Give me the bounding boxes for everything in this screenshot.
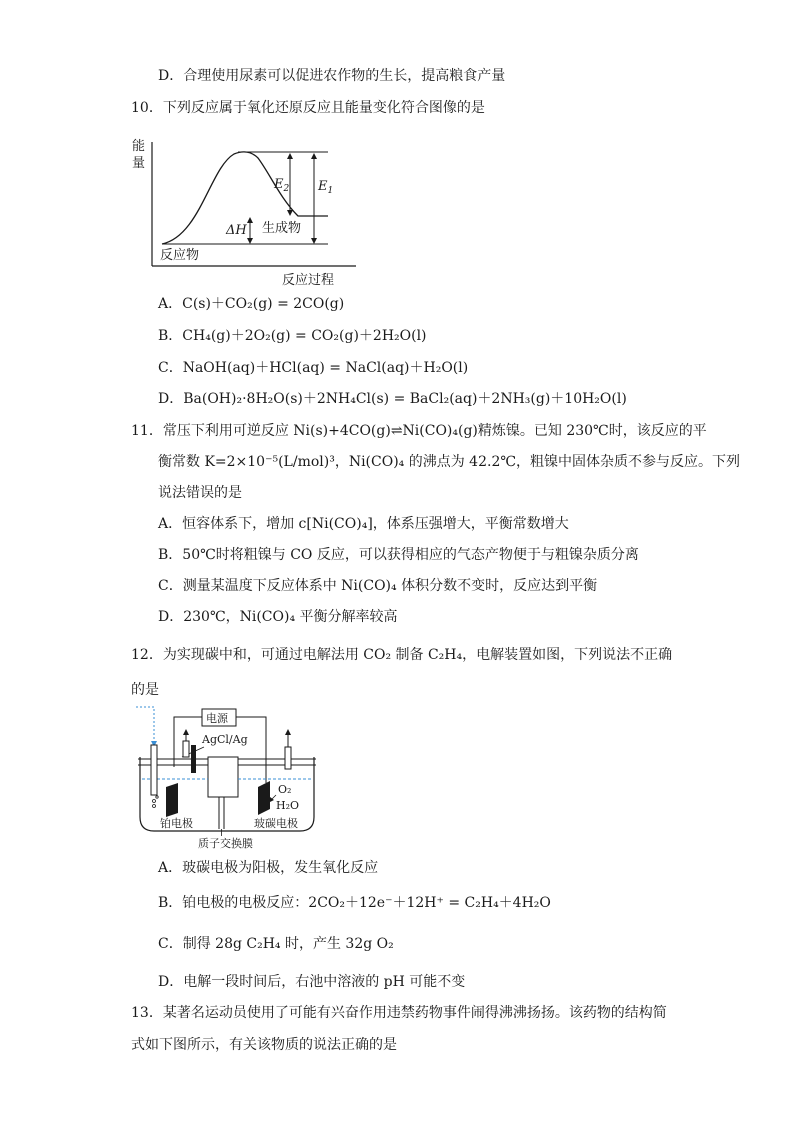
q10-option-d: D．Ba(OH)₂·8H₂O(s)＋2NH₄Cl(s) = BaCl₂(aq)＋2NH₃(g)＋10H₂O(l): [158, 391, 627, 407]
q11-stem-line-1: 11．常压下利用可逆反应 Ni(s)+4CO(g)⇌Ni(CO)₄(g)精炼镍。已知 230℃时，该反应的平: [131, 423, 707, 439]
q10-dh-label: ΔH: [226, 223, 247, 238]
q12-option-a: A．玻碳电极为阳极，发生氧化反应: [158, 860, 379, 876]
q10-x-axis-label: 反应过程: [282, 273, 335, 288]
q12-h2o-label: H₂O: [276, 799, 300, 812]
q12-option-d: D．电解一段时间后，右池中溶液的 pH 可能不变: [158, 974, 466, 990]
q12-electrolysis-diagram: [130, 705, 320, 850]
q12-ref-electrode-label: AgCl/Ag: [202, 733, 248, 746]
q12-power-label: 电源: [206, 712, 228, 725]
q11-option-d: D．230℃，Ni(CO)₄ 平衡分解率较高: [158, 609, 398, 625]
q10-reactant-label: 反应物: [160, 248, 200, 263]
q10-e1-label: $E_1$: [318, 179, 334, 196]
q12-option-c: C．制得 28g C₂H₄ 时，产生 32g O₂: [158, 936, 394, 952]
q12-membrane-label: 质子交换膜: [198, 837, 253, 850]
q12-o2-label: O₂: [278, 783, 292, 796]
q10-y-axis-label-1: 能: [132, 139, 146, 154]
q11-option-c: C．测量某温度下反应体系中 Ni(CO)₄ 体积分数不变时，反应达到平衡: [158, 578, 598, 594]
q13-stem-line-1: 13．某著名运动员使用了可能有兴奋作用违禁药物事件闹得沸沸扬扬。该药物的结构简: [131, 1005, 667, 1021]
q12-pt-electrode-label: 铂电极: [160, 817, 193, 830]
q10-option-c: C．NaOH(aq)＋HCl(aq) = NaCl(aq)＋H₂O(l): [158, 360, 469, 376]
q13-stem-line-2: 式如下图所示，有关该物质的说法正确的是: [131, 1037, 397, 1053]
q12-stem-line-2: 的是: [131, 682, 159, 698]
q10-e2-label: $E_2$: [274, 177, 290, 194]
q12-gc-electrode-label: 玻碳电极: [254, 817, 298, 830]
q10-y-axis-label-2: 量: [132, 156, 146, 171]
q10-stem: 10．下列反应属于氧化还原反应且能量变化符合图像的是: [131, 100, 485, 116]
q12-stem-line-1: 12．为实现碳中和，可通过电解法用 CO₂ 制备 C₂H₄，电解装置如图，下列说法不正确: [131, 647, 673, 663]
q11-stem-line-3: 说法错误的是: [158, 485, 242, 501]
q9-option-d: D．合理使用尿素可以促进农作物的生长，提高粮食产量: [158, 68, 506, 84]
q11-stem-line-2: 衡常数 K=2×10⁻⁵(L/mol)³，Ni(CO)₄ 的沸点为 42.2℃，粗镍中固体杂质不参与反应。下列: [158, 454, 741, 470]
q11-option-a: A．恒容体系下，增加 c[Ni(CO)₄]，体系压强增大，平衡常数增大: [158, 516, 569, 532]
q10-option-a: A．C(s)＋CO₂(g) = 2CO(g): [158, 296, 345, 312]
q10-product-label: 生成物: [262, 221, 302, 236]
q10-option-b: B．CH₄(g)＋2O₂(g) = CO₂(g)＋2H₂O(l): [158, 328, 427, 344]
q11-option-b: B．50℃时将粗镍与 CO 反应，可以获得相应的气态产物便于与粗镍杂质分离: [158, 547, 639, 563]
q10-energy-diagram: [130, 128, 370, 288]
q12-option-b: B．铂电极的电极反应：2CO₂＋12e⁻＋12H⁺ = C₂H₄＋4H₂O: [158, 895, 551, 911]
